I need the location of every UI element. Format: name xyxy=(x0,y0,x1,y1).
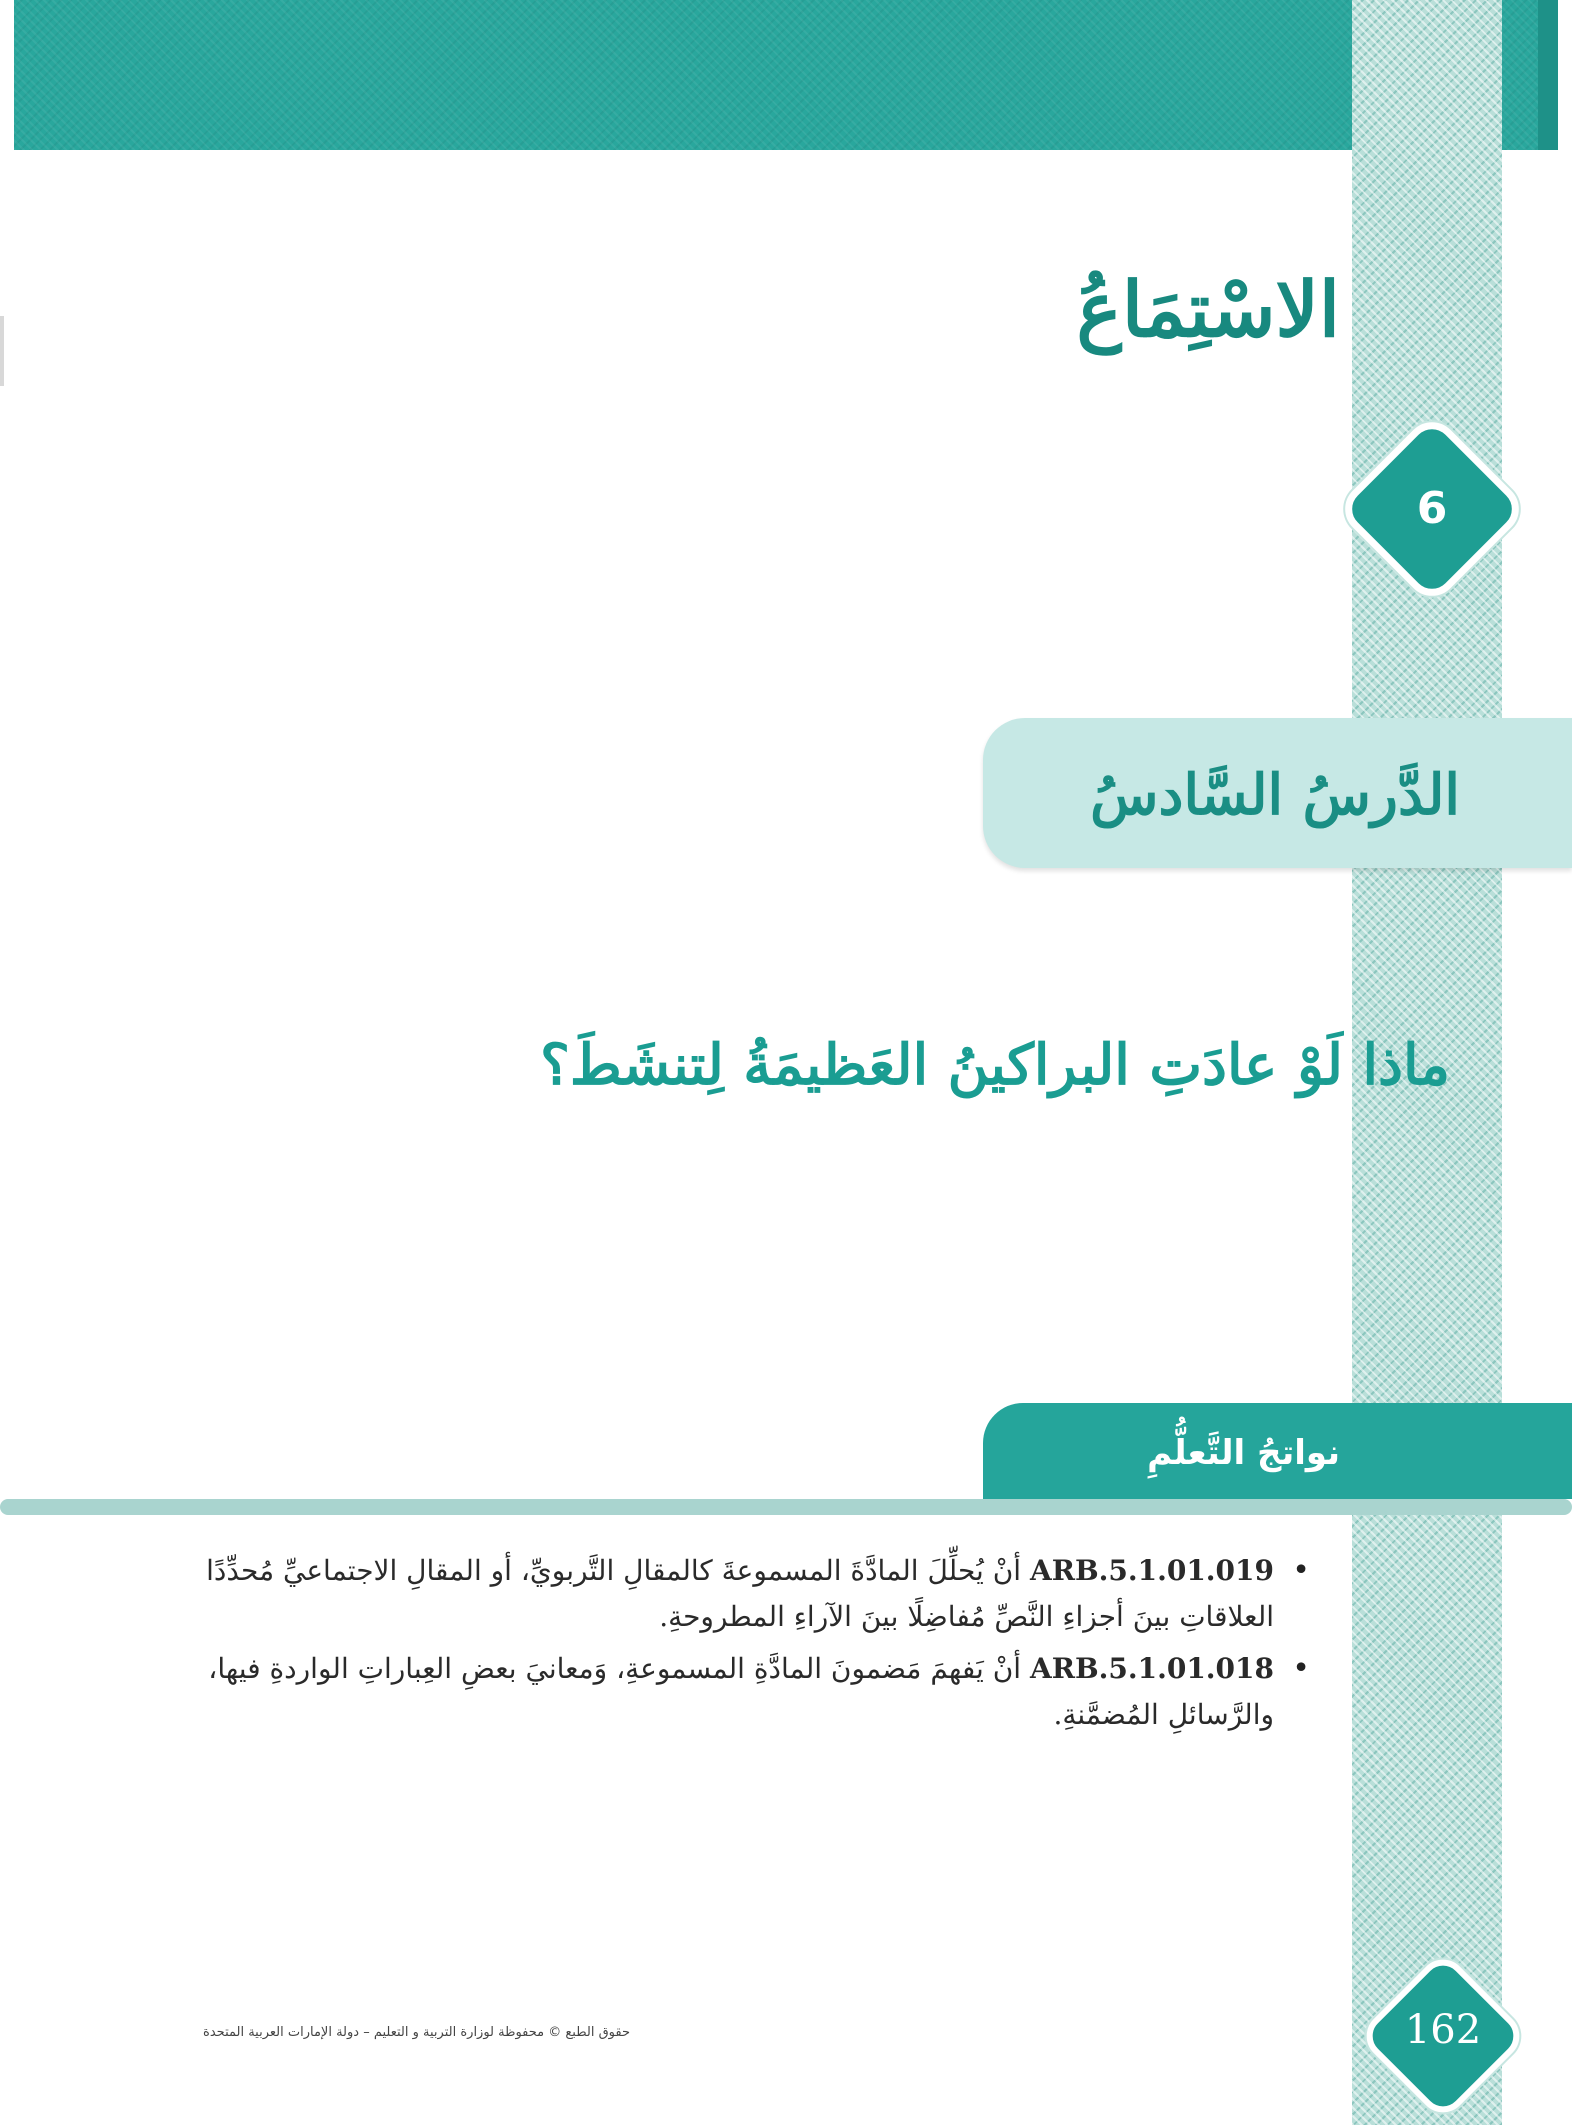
unit-number: 6 xyxy=(1416,483,1448,534)
outcome-text: أنْ يَفهمَ مَضمونَ المادَّةِ المسموعةِ، وَمعانيَ بعضِ العِباراتِ الواردةِ فيها، والرَّسائلِ المُضمَّنةِ. xyxy=(208,1652,1274,1731)
outcomes-divider xyxy=(0,1499,1572,1515)
outcome-code: ARB.5.1.01.018 xyxy=(1029,1652,1274,1685)
lesson-question: ماذا لَوْ عادَتِ البراكينُ العَظيمَةُ لِتنشَطَ؟ xyxy=(540,1032,1450,1098)
bullet-icon: • xyxy=(1292,1553,1310,1588)
list-item xyxy=(200,1548,1310,1640)
bullet-icon: • xyxy=(1292,1651,1310,1686)
outcomes-heading: نواتجُ التَّعلُّمِ xyxy=(1147,1433,1340,1473)
margin-mark xyxy=(0,316,4,386)
outcome-text: أنْ يُحلِّلَ المادَّةَ المسموعةَ كالمقالِ التَّربويِّ، أو المقالِ الاجتماعيِّ مُحدِّدًا العلاقاتِ بينَ أجزاءِ النَّصِّ مُفاضِلًا بينَ الآراءِ المطروحةِ. xyxy=(206,1554,1274,1633)
outcomes-list xyxy=(200,1548,1310,1744)
lesson-title: الدَّرسُ السَّادسُ xyxy=(1090,762,1460,828)
copyright-notice: حقوق الطبع © محفوظة لوزارة التربية و التعليم – دولة الإمارات العربية المتحدة xyxy=(203,2025,630,2040)
list-item xyxy=(200,1646,1310,1738)
page-number: 162 xyxy=(1404,2007,1482,2053)
header-edge xyxy=(1538,0,1558,150)
outcome-code: ARB.5.1.01.019 xyxy=(1029,1554,1274,1587)
header-band xyxy=(14,0,1556,150)
section-title: الاسْتِمَاعُ xyxy=(1076,265,1340,354)
